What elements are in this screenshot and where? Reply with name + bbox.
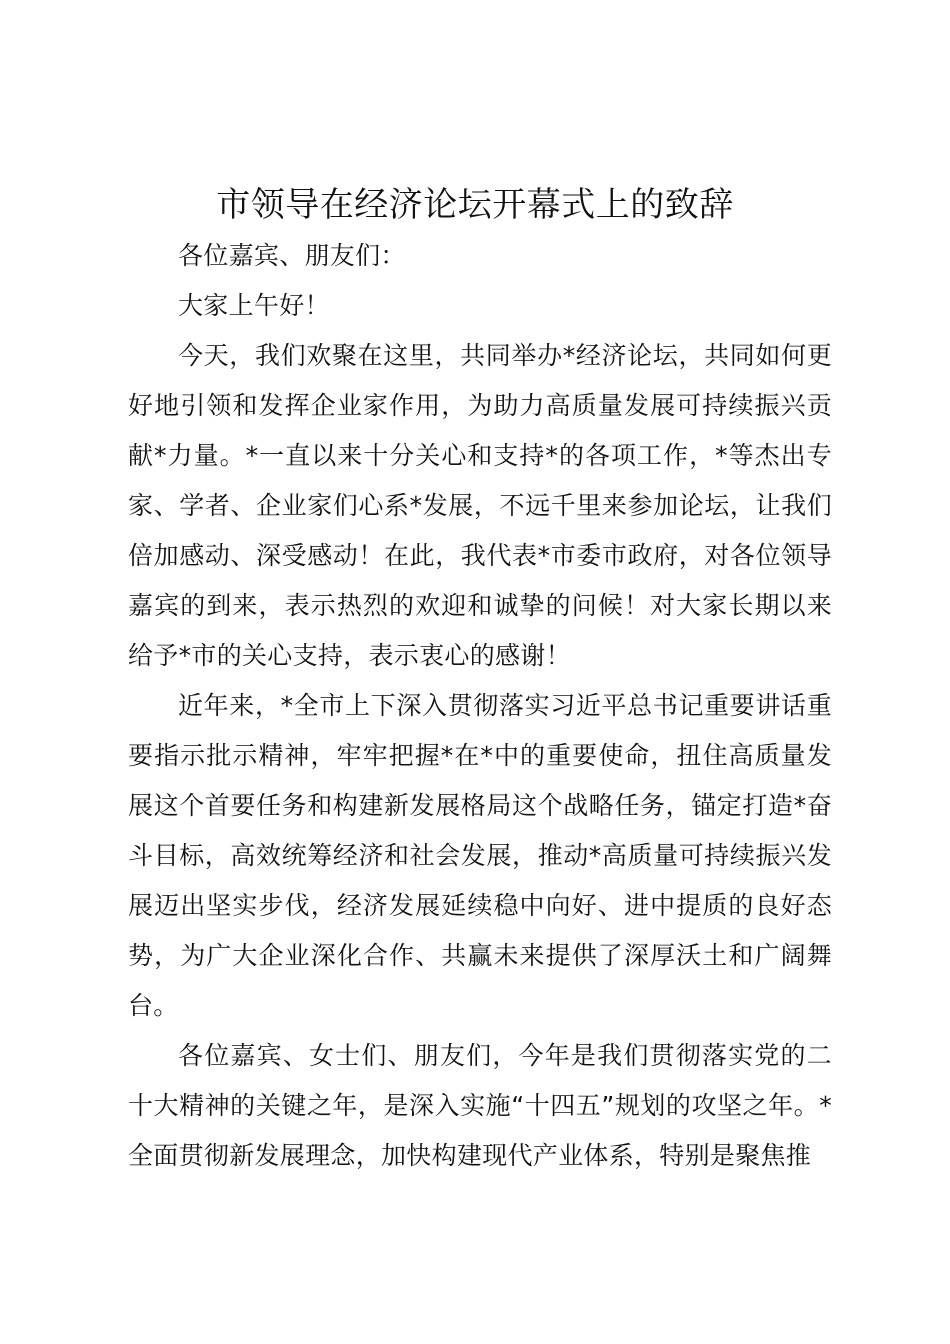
- paragraph-achievements: 近年来，*全市上下深入贯彻落实习近平总书记重要讲话重要指示批示精神，牢牢把握*在*中的重要使命，扭住高质量发展这个首要任务和构建新发展格局这个战略任务，锚定打造*奋斗目标，高效统筹经济和社会发展，推动*高质量可持续振兴发展迈出坚实步伐，经济发展延续稳中向好、进中提质的良好态势，为广大企业深化合作、共赢未来提供了深厚沃土和广阔舞台。: [128, 691, 832, 1020]
- document-title: 市领导在经济论坛开幕式上的致辞: [216, 185, 734, 225]
- document-body: [128, 231, 832, 1181]
- paragraph-greeting: 大家上午好！: [178, 291, 330, 320]
- paragraph-salutation: 各位嘉宾、朋友们：: [178, 241, 406, 270]
- paragraph-this-year: 各位嘉宾、女士们、朋友们，今年是我们贯彻落实党的二十大精神的关键之年，是深入实施“十四五”规划的攻坚之年。*全面贯彻新发展理念，加快构建现代产业体系，特别是聚焦推: [128, 1041, 832, 1170]
- paragraph-welcome: 今天，我们欢聚在这里，共同举办*经济论坛，共同如何更好地引领和发挥企业家作用，为助力高质量发展可持续振兴贡献*力量。*一直以来十分关心和支持*的各项工作，*等杰出专家、学者、企业家们心系*发展，不远千里来参加论坛，让我们倍加感动、深受感动！在此，我代表*市委市政府，对各位领导嘉宾的到来，表示热烈的欢迎和诚挚的问候！对大家长期以来给予*市的关心支持，表示衷心的感谢！: [128, 341, 832, 670]
